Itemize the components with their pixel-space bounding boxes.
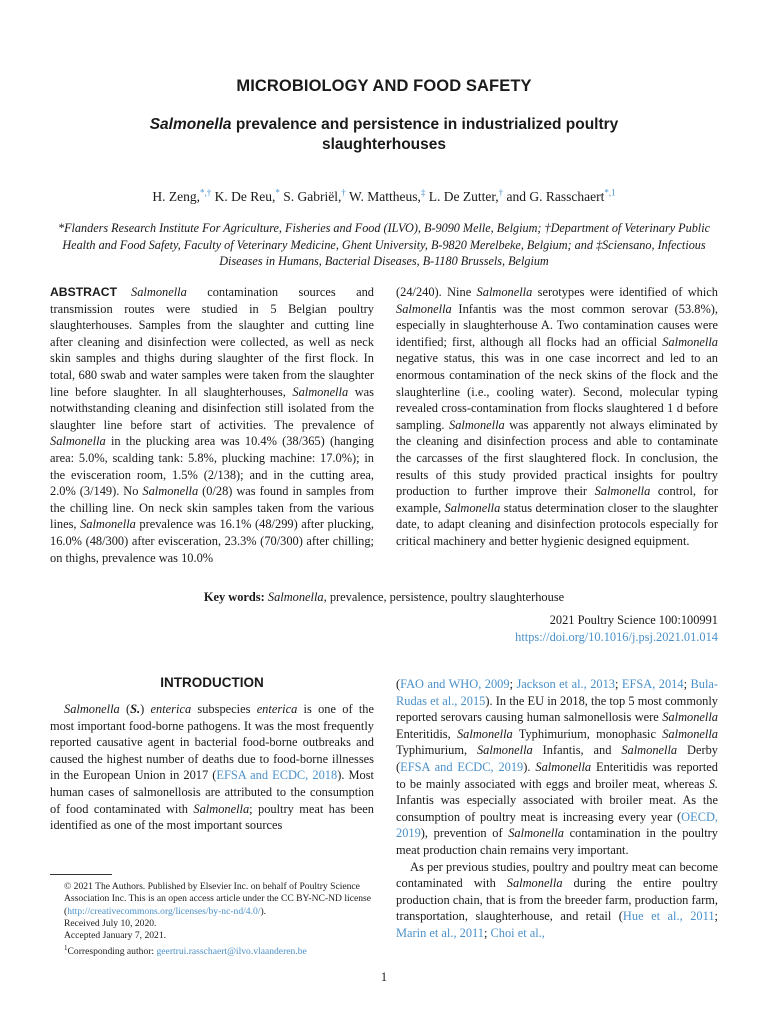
- italic-run: Salmonella: [80, 517, 136, 532]
- accepted-date: Accepted January 7, 2021.: [64, 930, 167, 942]
- text-run: Enteritidis,: [396, 726, 457, 741]
- text-run: prevalence was 16.1% (48/299) after plucking, 16.0% (48/300) after evisceration, 23.3% (70/300) after chilling; on thighs, prevalence was 10.0%: [50, 517, 374, 565]
- text-run: (: [396, 677, 401, 691]
- author-name: and G. Rasschaert: [506, 188, 605, 204]
- reference-link[interactable]: Jackson et al., 2013: [516, 677, 615, 691]
- author: [215, 189, 280, 204]
- author-affiliation-marker[interactable]: †: [341, 187, 346, 197]
- text-run: Enteritidis was reported to be mainly associated with eggs and broiler meat, whereas: [396, 759, 718, 791]
- article-title-italic: Salmonella: [149, 116, 232, 133]
- article-title-rest: prevalence and persistence in industrialized poultry slaughterhouses: [235, 116, 619, 153]
- text-run: was notwithstanding cleaning and disinfection still isolated from the slaughter line before start of activities. The prevalence of: [50, 384, 374, 432]
- reference-link[interactable]: Bula-Rudas et al., 2015: [396, 677, 719, 708]
- text-run: was apparently not always eliminated by the cleaning and disinfection process and able to contaminate the carcasses of the first slaughtered flock. In conclusion, the results of this study provided practical insights for poultry production to further improve their: [396, 417, 718, 499]
- author-affiliation-marker[interactable]: ‡: [420, 187, 426, 197]
- text-run: control, for example,: [396, 484, 718, 515]
- text-run: ;: [614, 677, 622, 691]
- footnote-divider: [50, 874, 112, 875]
- text-run: in the plucking area was 10.4% (38/365) (hanging area: 5.0%, scalding tank: 5.8%, plucking machine: 17.0%); in the evisceration room, 1.5% (2/138); and in the cutting area, 2.0% (3/149). No: [50, 434, 374, 499]
- corresponding-sup: 1: [64, 944, 68, 953]
- footnotes: [50, 881, 374, 959]
- introduction-paragraph-2: [396, 859, 718, 942]
- reference-link[interactable]: EFSA and ECDC, 2018: [216, 768, 338, 783]
- author-name: L. De Zutter,: [428, 188, 499, 204]
- reference-link[interactable]: EFSA and ECDC, 2019: [400, 759, 524, 774]
- reference-link[interactable]: FAO and WHO, 2009: [400, 677, 510, 691]
- italic-run: Salmonella: [662, 334, 718, 349]
- italic-run: Salmonella: [142, 484, 199, 499]
- text-run: Infantis, and: [532, 743, 622, 758]
- author-affiliation-marker[interactable]: *,†: [199, 187, 212, 197]
- text-run: ;: [509, 677, 517, 691]
- author: [152, 189, 211, 204]
- italic-run: Salmonella: [535, 759, 592, 774]
- reference-link[interactable]: Hue et al., 2011: [622, 909, 715, 924]
- italic-run: Salmonella: [50, 434, 106, 449]
- author: [507, 189, 616, 204]
- text-run: (24/240). Nine: [396, 285, 477, 299]
- italic-run: Salmonella: [449, 417, 505, 432]
- author-affiliation-marker[interactable]: †: [498, 187, 504, 197]
- keywords: [0, 590, 768, 605]
- text-run: (0/28) was found in samples from the chilling line. On neck skin samples taken from the various lines,: [50, 484, 375, 532]
- text-run: during the entire poultry production chain, that is from the breeder farm, production farm, transportation, slaughterhouse, and retail (: [396, 876, 718, 924]
- text-run: contamination in the poultry meat production chain remains very important.: [396, 826, 719, 857]
- journal-citation: 2021 Poultry Science 100:100991: [549, 613, 718, 627]
- abstract-right-column: [396, 284, 718, 550]
- keywords-text: , prevalence, persistence, poultry slaughterhouse: [323, 590, 565, 604]
- abstract-label: ABSTRACT: [50, 285, 118, 299]
- author-name: K. De Reu,: [214, 188, 276, 204]
- text-run: (: [119, 702, 131, 716]
- received-date: Received July 10, 2020.: [64, 917, 157, 929]
- italic-run: enterica: [256, 702, 298, 716]
- corresponding-email-link[interactable]: geertrui.rasschaert@ilvo.vlaanderen.be: [156, 946, 307, 958]
- article-title: [90, 115, 678, 155]
- reference-link[interactable]: EFSA, 2014: [621, 677, 684, 691]
- author-list: [0, 187, 768, 205]
- text-run: ): [140, 702, 151, 716]
- introduction-right-column: [396, 676, 718, 942]
- text-run: Derby (: [396, 743, 718, 774]
- keywords-italic: Salmonella: [267, 590, 324, 604]
- text-run: ). In the EU in 2018, the top 5 most commonly reported serovars causing human salmonellosis were: [396, 693, 718, 725]
- introduction-heading: INTRODUCTION: [160, 675, 264, 690]
- text-run: Infantis was especially associated with broiler meat. As the consumption of poultry meat is increasing every year (: [396, 793, 718, 824]
- author-name: H. Zeng,: [152, 188, 200, 204]
- affiliations: *Flanders Research Institute For Agriculture, Fisheries and Food (ILVO), B-9090 Melle, Belgium; †Department of Veterinary Public Health and Food Safety, Faculty of Veterinary Medicine, Ghent University, B-9820 Merelbeke, Belgium; and ‡Sciensano, Infectious Diseases in Humans, Bacterial Diseases, B-1180 Brussels, Belgium: [58, 221, 710, 268]
- text-run: is one of the most important food-borne pathogens. It was the most frequently reported causative agent in bacterial food-borne outbreaks and caused the highest number of deaths due to food-borne illnesses in the European Union in 2017 (: [50, 702, 374, 783]
- text-run: As per previous studies, poultry and poultry meat can become contaminated with: [396, 859, 718, 891]
- introduction-left-column: [50, 701, 374, 834]
- text-run: Infantis was the most common serovar (53.8%), especially in slaughterhouse A. Two contamination causes were identified; first, although all flocks had an official: [396, 301, 718, 349]
- italic-run: Salmonella: [594, 484, 651, 499]
- italic-run: Salmonella: [292, 384, 349, 399]
- italic-run: Salmonella: [662, 726, 718, 741]
- text-run: ;: [714, 909, 718, 924]
- citation-block: [515, 612, 718, 645]
- author: [283, 189, 346, 204]
- text-run: Typhimurium,: [396, 743, 477, 758]
- copyright-suffix: ).: [260, 905, 267, 917]
- abstract-text-left: [50, 285, 374, 565]
- text-run: status determination closer to the slaughter date, to adapt cleaning and disinfection protocols especially for critical machinery and better hygienic designed equipment.: [396, 500, 718, 548]
- copyright-notice: [50, 881, 374, 918]
- abstract-left-column: [50, 284, 374, 566]
- text-run: ;: [683, 677, 691, 691]
- italic-run: Salmonella: [662, 710, 718, 725]
- italic-run: Salmonella: [476, 743, 533, 758]
- italic-run: enterica: [150, 702, 192, 716]
- text-run: ), prevention of: [420, 826, 509, 841]
- reference-link[interactable]: Choi et al.,: [490, 925, 545, 940]
- italic-run: Salmonella: [396, 301, 452, 316]
- reference-link[interactable]: OECD, 2019: [396, 809, 718, 841]
- italic-run: Salmonella: [64, 702, 120, 716]
- text-run: negative status, this was in one case incorrect and led to an enormous contamination of the neck skins of the flock and the slaughterline (i.e., cooling water). Second, molecular typing revealed cross-contamination from flocks slaughtered 1 d before sampling.: [396, 351, 718, 432]
- italic-run: Salmonella: [508, 826, 564, 841]
- author-affiliation-marker[interactable]: *,1: [604, 187, 616, 197]
- text-run: serotypes were identified of which: [532, 285, 718, 299]
- italic-run: Salmonella: [131, 285, 187, 299]
- keywords-label: Key words:: [203, 590, 265, 604]
- italic-run: Salmonella: [621, 743, 678, 758]
- text-run: ). Most human cases of salmonellosis are attributed to the consumption of food contaminated with: [50, 768, 374, 816]
- reference-link[interactable]: Marin et al., 2011: [396, 925, 484, 940]
- italic-run: Salmonella: [456, 726, 513, 741]
- text-run: ;: [483, 925, 491, 940]
- author-name: W. Mattheus,: [348, 188, 421, 204]
- author: [429, 189, 503, 204]
- italic-run: S.: [130, 702, 141, 716]
- corresponding-author: [50, 942, 374, 958]
- corresponding-label: Corresponding author:: [67, 946, 157, 958]
- text-run: Typhimurium, monophasic: [512, 726, 663, 741]
- text-run: contamination sources and transmission routes were studied in 5 Belgian poultry slaughterhouses. Samples from the slaughter and cutting line after cleaning and disinfection were collected, as well as neck skin samples and thighs during slaughter of the first flock. In total, 680 swab and water samples were taken from the slaughter line before slaughter. In all slaughterhouses,: [50, 285, 374, 399]
- italic-run: Salmonella: [193, 801, 250, 816]
- author-affiliation-marker[interactable]: *: [275, 187, 280, 197]
- italic-run: Salmonella: [476, 285, 533, 299]
- italic-run: S.: [708, 776, 718, 791]
- abstract-text-right: [396, 285, 718, 548]
- section-title: MICROBIOLOGY AND FOOD SAFETY: [236, 77, 532, 95]
- introduction-paragraph-1-cont: [396, 676, 718, 859]
- page-number: 1: [380, 970, 388, 984]
- text-run: ).: [523, 759, 536, 774]
- license-link[interactable]: http://creativecommons.org/licenses/by-nc-nd/4.0/: [67, 905, 261, 917]
- author-name: S. Gabriël,: [283, 188, 342, 204]
- introduction-paragraph-1: [50, 701, 374, 834]
- italic-run: Salmonella: [506, 876, 563, 891]
- author: [349, 189, 425, 204]
- copyright-text: © 2021 The Authors. Published by Elsevier Inc. on behalf of Poultry Science Association Inc. This is an open access article under the CC BY-NC-ND license (: [64, 881, 372, 917]
- text-run: subspecies: [191, 702, 257, 716]
- doi-link[interactable]: https://doi.org/10.1016/j.psj.2021.01.014: [515, 629, 718, 644]
- italic-run: Salmonella: [444, 500, 501, 515]
- text-run: ; poultry meat has been identified as one of the most important sources: [50, 801, 374, 833]
